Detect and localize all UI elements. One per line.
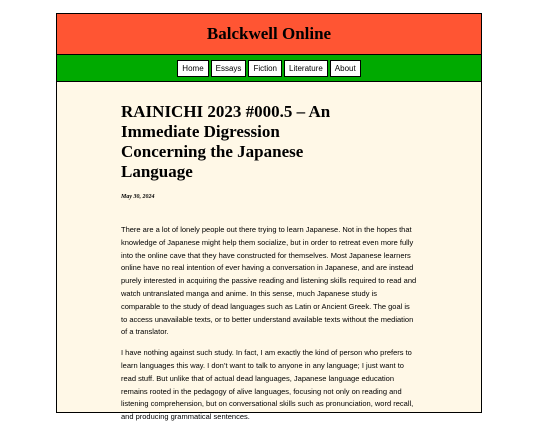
page-frame <box>56 13 482 422</box>
site-title[interactable]: Balckwell Online <box>206 24 332 43</box>
nav-bar <box>57 55 481 82</box>
post-title: RAINICHI 2023 #000.5 – An Immediate Digression Concerning the Japanese Language <box>121 102 331 181</box>
nav-essays-link[interactable]: Essays <box>211 60 247 77</box>
post-date: May 30, 2024 <box>121 194 155 200</box>
nav-literature-link[interactable]: Literature <box>284 60 328 77</box>
nav-about-link[interactable]: About <box>330 60 361 77</box>
post-paragraph: There are a lot of lonely people out there trying to learn Japanese. Not in the hopes that knowledge of Japanese might help them socialize, but in order to retreat even more fully into the online cave that they have constructed for themselves. Most Japanese learners online have no real intention of ever having a conversation in Japanese, and are instead purely interested in acquiring the passive reading and listening skills required to read and watch untranslated manga and anime. In this sense, much Japanese study is comparable to the study of dead languages such as Latin or Ancient Greek. The goal is to access unavailable texts, or to better understand available texts without the mediation of a translator. <box>121 225 417 337</box>
post-content <box>57 82 481 424</box>
nav-fiction-link[interactable]: Fiction <box>248 60 282 77</box>
post-paragraph: I have nothing against such study. In fact, I am exactly the kind of person who prefers to learn languages this way. I don’t want to talk to anyone in any language; I just want to read stuff. But unlike that of actual dead languages, Japanese language education remains rooted in the pedagogy of alive languages, focusing not only on reading and listening comprehension, but on conversational skills such as pronunciation, word recall, and producing grammatical sentences. <box>121 348 414 422</box>
nav-home-link[interactable]: Home <box>177 60 208 77</box>
site-header <box>57 14 481 55</box>
